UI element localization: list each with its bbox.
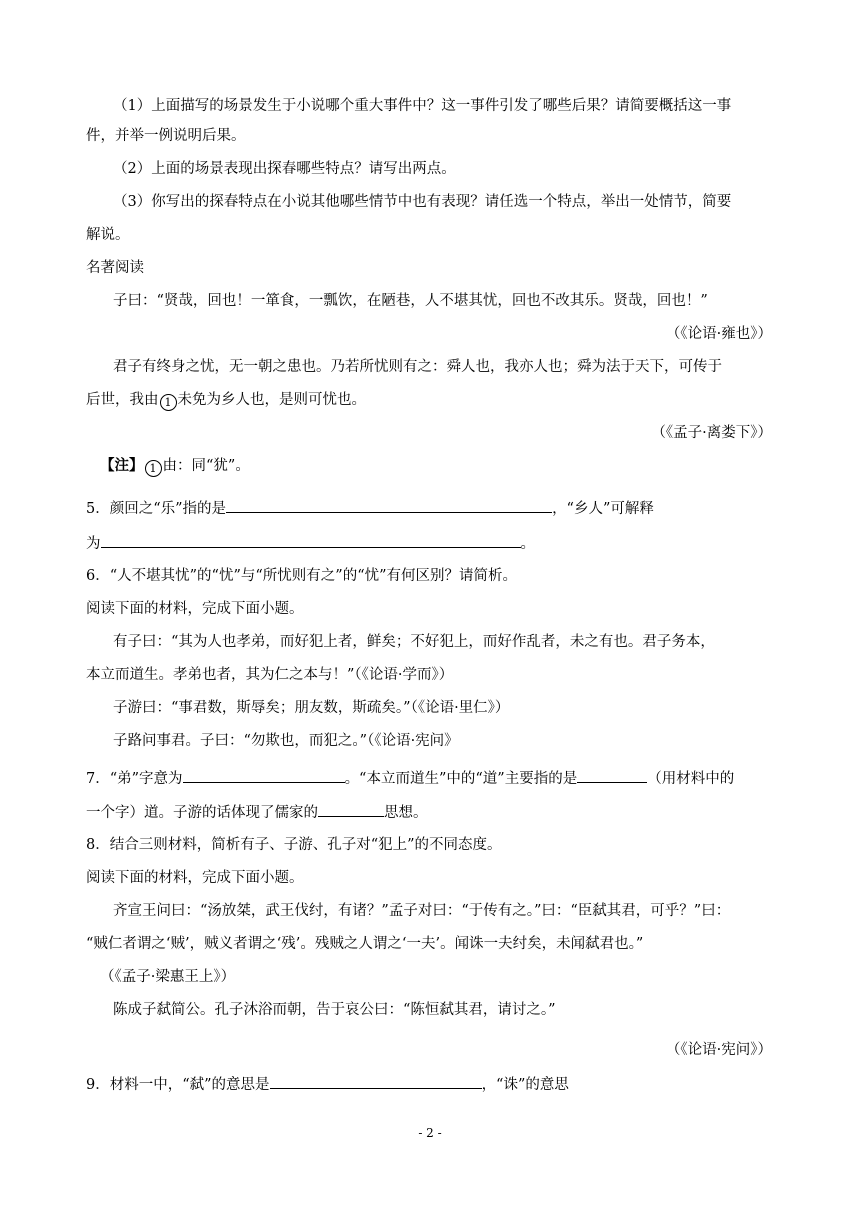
q5-text-a: 5．颜回之“乐”指的是 xyxy=(86,501,227,517)
q7-text-a: 7．“弟”字意为 xyxy=(86,771,183,787)
q5-text-c: 为 xyxy=(86,536,101,552)
material-analects-source: （《论语·宪问》） xyxy=(665,1042,772,1058)
q5-text-d: 。 xyxy=(520,536,535,552)
q5-blank-1[interactable] xyxy=(226,497,552,513)
q7-blank-2[interactable] xyxy=(577,767,647,783)
q7-text-e: 思想。 xyxy=(384,805,428,821)
material-mencius-source: （《孟子·梁惠王上》） xyxy=(100,969,236,985)
question-5-line-2 xyxy=(86,532,535,554)
question-3-line-1: （3）你写出的探春特点在小说其他哪些情节中也有表现？请任选一个特点，举出一处情节，简要 xyxy=(113,194,732,210)
q9-blank-1[interactable] xyxy=(270,1073,482,1089)
question-3-line-2: 解说。 xyxy=(86,227,130,243)
mencius-quote-line-1: 君子有终身之忧，无一朝之患也。乃若所忧则有之：舜人也，我亦人也；舜为法于天下，可传于 xyxy=(113,359,722,375)
material-ziyou: 子游曰：“事君数，斯辱矣；朋友数，斯疏矣。”（《论语·里仁》） xyxy=(113,700,510,716)
material-mencius-line-2: “贼仁者谓之‘贼’，贼义者谓之‘残’。残贼之人谓之‘一夫’。闻诛一夫纣矣，未闻弑君也。” xyxy=(86,936,644,952)
q9-text-a: 9．材料一中，“弑”的意思是 xyxy=(86,1077,270,1093)
q7-text-b: 。“本立而道生”中的“道”主要指的是 xyxy=(344,771,578,787)
question-2: （2）上面的场景表现出探春哪些特点？请写出两点。 xyxy=(113,161,456,177)
section-heading-classics: 名著阅读 xyxy=(86,260,144,276)
question-6: 6．“人不堪其忧”的“忧”与“所忧则有之”的“忧”有何区别？请简析。 xyxy=(86,568,518,584)
section-2-intro: 阅读下面的材料，完成下面小题。 xyxy=(86,601,304,617)
material-youzi-line-2: 本立而道生。孝弟也者，其为仁之本与！”（《论语·学而》） xyxy=(86,667,454,683)
q9-text-b: ，“诛”的意思 xyxy=(481,1077,569,1093)
material-youzi-line-1: 有子曰：“其为人也孝弟，而好犯上者，鲜矣；不好犯上，而好作乱者，未之有也。君子务本， xyxy=(113,634,715,650)
question-7-line-2 xyxy=(86,801,428,823)
circled-note-mark-2: 1 xyxy=(145,460,162,477)
question-9-line-1 xyxy=(86,1073,569,1095)
note-line xyxy=(100,456,250,477)
question-5-line-1 xyxy=(86,497,654,519)
page-number: - 2 - xyxy=(418,1126,442,1140)
note-text: 由：同“犹”。 xyxy=(162,458,250,474)
mencius-source: （《孟子·离娄下》） xyxy=(651,425,772,441)
material-mencius-line-1: 齐宣王问曰：“汤放桀，武王伐纣，有诸？”孟子对曰：“于传有之。”曰：“臣弑其君，可乎？”曰： xyxy=(113,903,731,919)
q7-blank-3[interactable] xyxy=(318,801,384,817)
section-3-intro: 阅读下面的材料，完成下面小题。 xyxy=(86,870,304,886)
question-8: 8．结合三则材料，简析有子、子游、孔子对“犯上”的不同态度。 xyxy=(86,837,502,853)
question-7-line-1 xyxy=(86,767,734,789)
circled-note-mark: 1 xyxy=(160,394,177,411)
note-label: 【注】 xyxy=(100,457,144,474)
q5-text-b: ，“乡人”可解释 xyxy=(552,501,654,517)
mencius-quote-line-2 xyxy=(86,390,366,411)
analects-quote: 子曰：“贤哉，回也！一箪食，一瓢饮，在陋巷，人不堪其忧，回也不改其乐。贤哉，回也！” xyxy=(113,293,708,309)
material-analects: 陈成子弑简公。孔子沐浴而朝，告于哀公曰：“陈恒弑其君，请讨之。” xyxy=(113,1002,556,1018)
mencius-text-post: 未免为乡人也，是则可忧也。 xyxy=(177,392,366,408)
q5-blank-2[interactable] xyxy=(101,532,521,548)
q7-text-d: 一个字）道。子游的话体现了儒家的 xyxy=(86,805,318,821)
mencius-text-pre: 后世，我由 xyxy=(86,392,159,408)
q7-text-c: （用材料中的 xyxy=(647,771,735,787)
question-1-line-1: （1）上面描写的场景发生于小说哪个重大事件中？这一事件引发了哪些后果？请简要概括这一事 xyxy=(113,98,732,114)
material-zilu: 子路问事君。子曰：“勿欺也，而犯之。”（《论语·宪问》 xyxy=(113,733,459,749)
analects-source: （《论语·雍也》） xyxy=(665,326,772,342)
q7-blank-1[interactable] xyxy=(183,767,345,783)
question-1-line-2: 件，并举一例说明后果。 xyxy=(86,128,246,144)
